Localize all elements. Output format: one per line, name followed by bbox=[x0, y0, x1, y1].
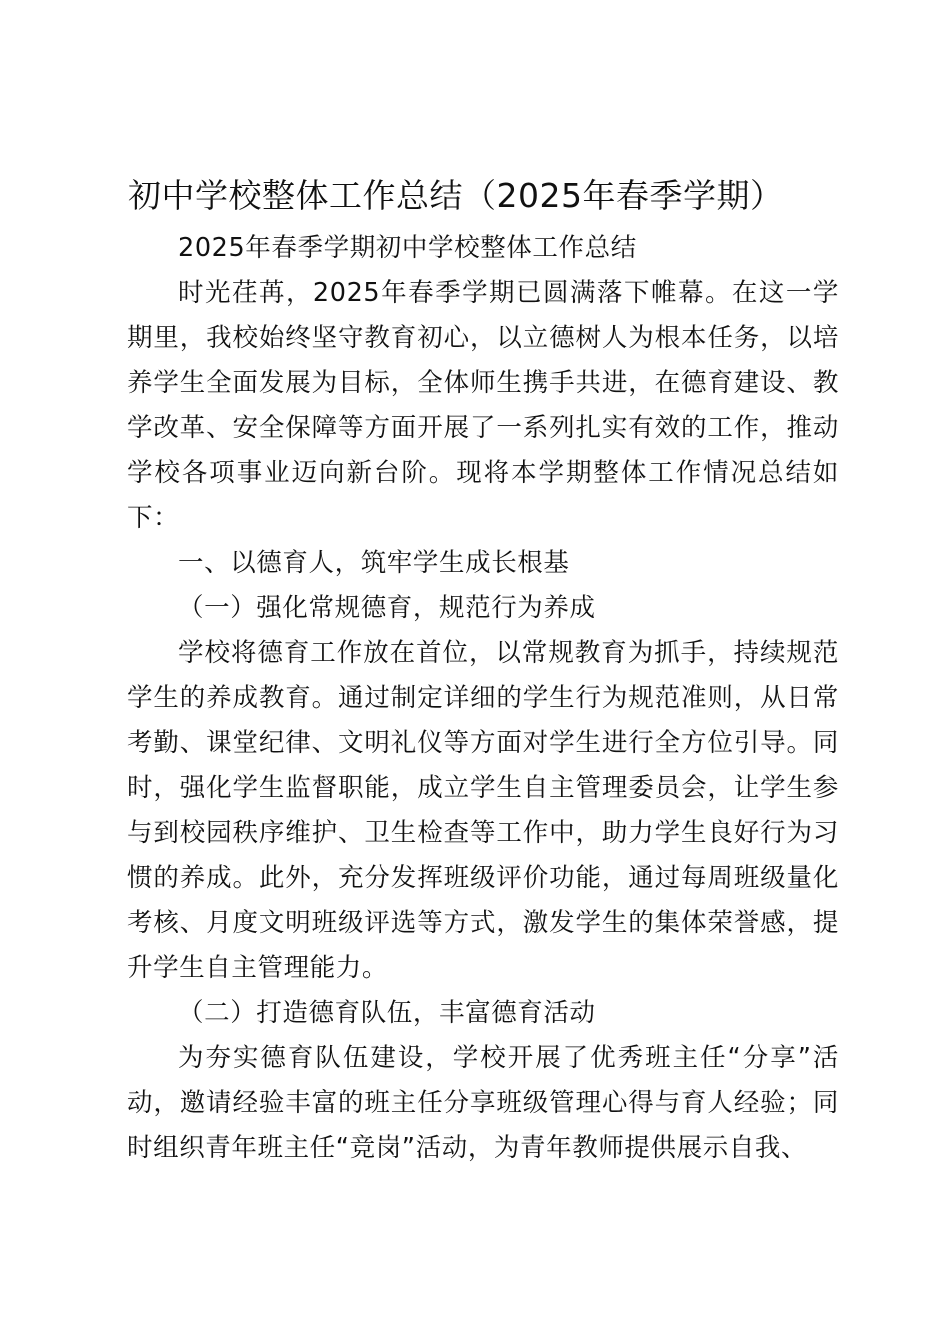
paragraph-body: 为夯实德育队伍建设，学校开展了优秀班主任“分享”活动，邀请经验丰富的班主任分享班级管理心得与育人经验；同时组织青年班主任“竞岗”活动，为青年教师提供展示自我、 bbox=[127, 1043, 839, 1163]
section-heading: 一、以德育人，筑牢学生成长根基 bbox=[178, 548, 570, 578]
paragraph-intro: 时光荏苒，2025年春季学期已圆满落下帷幕。在这一学期里，我校始终坚守教育初心，以立德树人为根本任务，以培养学生全面发展为目标，全体师生携手共进，在德育建设、教学改革、安全保障等方面开展了一系列扎实有效的工作，推动学校各项事业迈向新台阶。现将本学期整体工作情况总结如下： bbox=[127, 278, 839, 533]
document-title: 初中学校整体工作总结（2025年春季学期） bbox=[128, 176, 784, 215]
subsection-heading: （一）强化常规德育，规范行为养成 bbox=[178, 593, 596, 623]
subsection-heading: （二）打造德育队伍，丰富德育活动 bbox=[178, 998, 596, 1028]
document-subtitle: 2025年春季学期初中学校整体工作总结 bbox=[178, 233, 637, 263]
paragraph-body: 学校将德育工作放在首位，以常规教育为抓手，持续规范学生的养成教育。通过制定详细的学生行为规范准则，从日常考勤、课堂纪律、文明礼仪等方面对学生进行全方位引导。同时，强化学生监督职能，成立学生自主管理委员会，让学生参与到校园秩序维护、卫生检查等工作中，助力学生良好行为习惯的养成。此外，充分发挥班级评价功能，通过每周班级量化考核、月度文明班级评选等方式，激发学生的集体荣誉感，提升学生自主管理能力。 bbox=[127, 638, 839, 983]
document-body bbox=[127, 226, 839, 1171]
